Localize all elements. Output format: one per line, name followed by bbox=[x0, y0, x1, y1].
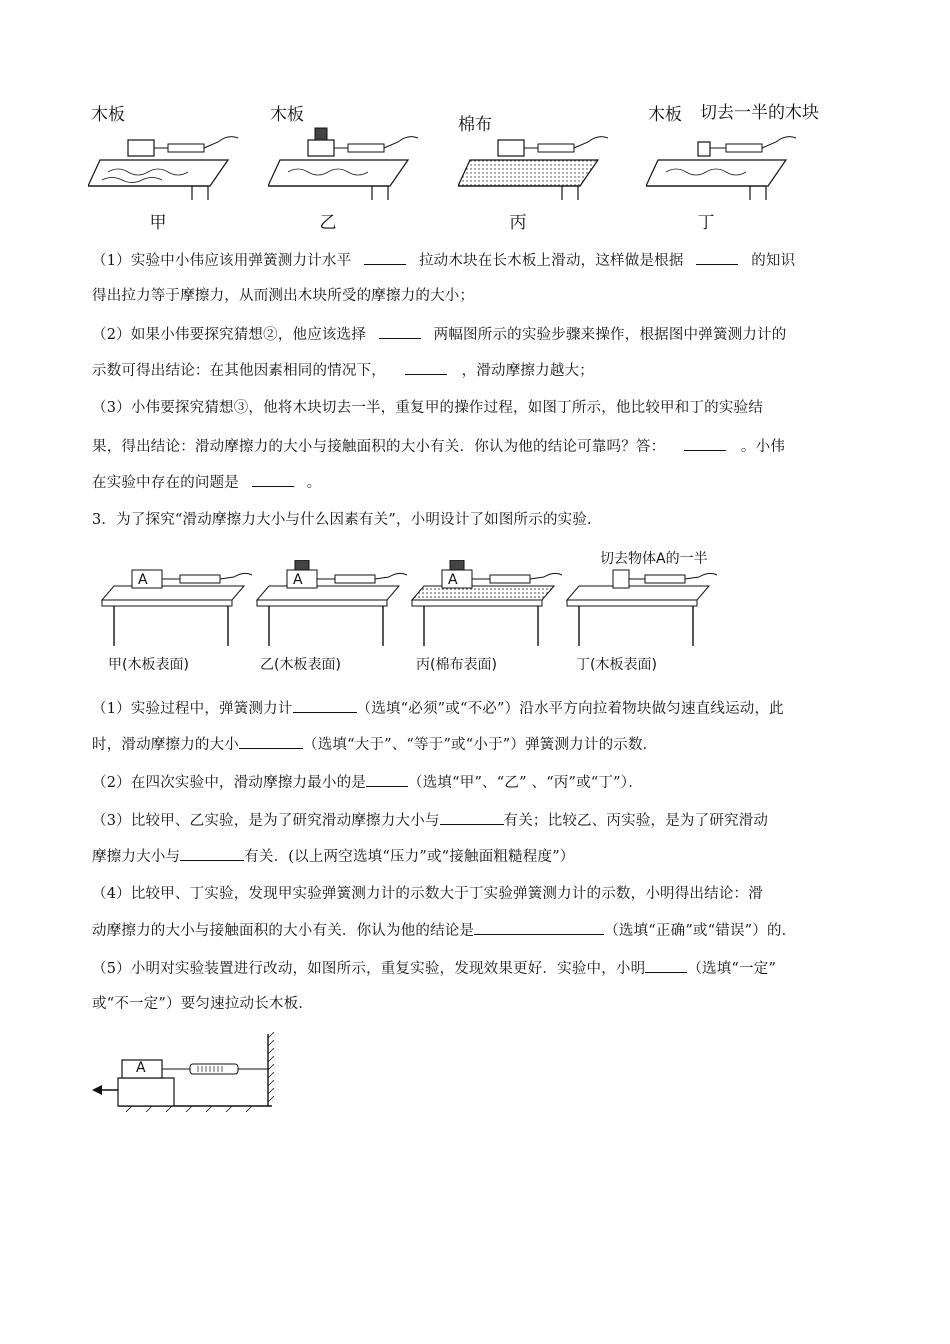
figure-1-panel-jia bbox=[88, 96, 268, 236]
setup-drawing bbox=[646, 120, 868, 200]
text: （选填“甲”、“乙” 、“丙”或“丁”）． bbox=[408, 775, 643, 791]
panel-caption: 丁 bbox=[697, 213, 715, 233]
figure-3 bbox=[92, 1030, 282, 1112]
q3-title: 3．为了探究“滑动摩擦力大小与什么因素有关”，小明设计了如图所示的实验． bbox=[92, 512, 602, 528]
surface-label: 木板 bbox=[648, 105, 682, 125]
answer-blank[interactable] bbox=[405, 360, 447, 375]
figure-1-panel-bing bbox=[458, 96, 648, 236]
q2-p1-line1 bbox=[92, 250, 862, 271]
figure-1-panel-ding bbox=[646, 96, 868, 236]
figure-1-panel-yi bbox=[268, 96, 458, 236]
q2-p3-line2 bbox=[92, 436, 862, 457]
apparatus-yi bbox=[257, 560, 407, 646]
block-label: A bbox=[293, 572, 303, 588]
q3-p5-line2: 或“不一定”）要匀速拉动长木板． bbox=[92, 996, 314, 1012]
text: 示数可得出结论：在其他因素相同的情况下， bbox=[92, 363, 386, 379]
text: 有关．(以上两空选填“压力”或“接触面粗糙程度”） bbox=[244, 849, 575, 865]
text: 两幅图所示的实验步骤来操作，根据图中弹簧测力计的 bbox=[433, 327, 787, 343]
answer-blank[interactable] bbox=[379, 324, 421, 339]
figure-1 bbox=[88, 96, 868, 236]
text: 果，得出结论：滑动摩擦力的大小与接触面积的大小有关．你认为他的结论可靠吗？答： bbox=[92, 439, 666, 455]
text: 。 bbox=[306, 475, 322, 491]
surface-label: 木板 bbox=[91, 105, 125, 125]
text: ，滑动摩擦力越大； bbox=[461, 363, 594, 379]
cut-block-label: 切去一半的木块 bbox=[700, 103, 819, 123]
q3-p2 bbox=[92, 772, 862, 793]
answer-blank[interactable] bbox=[252, 472, 294, 487]
q3-p5-line1 bbox=[92, 958, 862, 979]
text: 的知识 bbox=[751, 253, 796, 269]
panel-caption: 乙(木板表面) bbox=[260, 657, 341, 673]
q3-p3-line1 bbox=[92, 810, 862, 831]
panel-caption: 丁(木板表面) bbox=[576, 657, 657, 673]
q3-p1-line1 bbox=[92, 698, 862, 719]
answer-blank[interactable] bbox=[180, 846, 244, 861]
q2-p3-line3 bbox=[92, 472, 862, 493]
apparatus-ding bbox=[567, 570, 717, 646]
setup-drawing bbox=[88, 120, 268, 200]
text: 动摩擦力的大小与接触面积的大小有关．你认为他的结论是 bbox=[92, 923, 475, 939]
answer-blank[interactable] bbox=[239, 734, 303, 749]
text: （3）比较甲、乙实验，是为了研究滑动摩擦力大小与 bbox=[92, 813, 440, 829]
text: 拉动木块在长木板上滑动，这样做是根据 bbox=[418, 253, 684, 269]
answer-blank[interactable] bbox=[366, 772, 408, 787]
panel-caption: 丙 bbox=[509, 213, 527, 233]
text: （选填“必须”或“不必”）沿水平方向拉着物块做匀速直线运动，此 bbox=[356, 701, 784, 717]
figure-2-drawing bbox=[92, 560, 732, 650]
block-label: A bbox=[448, 572, 458, 588]
text: 。小伟 bbox=[740, 439, 786, 455]
text: 摩擦力大小与 bbox=[92, 849, 181, 865]
text: 有关；比较乙、丙实验，是为了研究滑动 bbox=[503, 813, 769, 829]
answer-blank[interactable] bbox=[645, 958, 687, 973]
answer-blank[interactable] bbox=[696, 250, 738, 265]
text: （选填“大于”、“等于”或“小于”）弹簧测力计的示数． bbox=[303, 737, 658, 753]
text: （1）实验中小伟应该用弹簧测力计水平 bbox=[92, 253, 352, 269]
figure-3-drawing bbox=[92, 1030, 282, 1112]
block-label: A bbox=[138, 572, 148, 588]
text: （选填“一定” bbox=[687, 961, 777, 977]
panel-caption: 甲(木板表面) bbox=[108, 657, 189, 673]
answer-blank[interactable] bbox=[293, 698, 357, 713]
panel-caption: 乙 bbox=[319, 213, 337, 233]
q2-p2-line2 bbox=[92, 360, 862, 381]
q2-p2-line1 bbox=[92, 324, 862, 345]
q3-p3-line2 bbox=[92, 846, 862, 867]
text: 在实验中存在的问题是 bbox=[92, 475, 239, 491]
answer-blank[interactable] bbox=[684, 436, 726, 451]
text: （1）实验过程中，弹簧测力计 bbox=[92, 701, 293, 717]
surface-label: 棉布 bbox=[458, 115, 492, 135]
figure-2 bbox=[92, 548, 732, 676]
panel-caption: 甲 bbox=[149, 213, 167, 233]
cut-label: 切去物体A的一半 bbox=[600, 551, 708, 567]
q2-p1-line2: 得出拉力等于摩擦力，从而测出木块所受的摩擦力的大小； bbox=[92, 288, 475, 304]
q3-p4-line2 bbox=[92, 920, 862, 941]
text: （2）如果小伟要探究猜想②，他应该选择 bbox=[92, 327, 367, 343]
setup-drawing bbox=[268, 120, 458, 200]
text: （选填“正确”或“错误”）的． bbox=[604, 923, 797, 939]
apparatus-bing bbox=[412, 560, 562, 646]
panel-caption: 丙(棉布表面) bbox=[416, 657, 497, 673]
text: （2）在四次实验中，滑动摩擦力最小的是 bbox=[92, 775, 367, 791]
text: （5）小明对实验装置进行改动，如图所示，重复实验，发现效果更好．实验中，小明 bbox=[92, 961, 646, 977]
answer-blank[interactable] bbox=[440, 810, 504, 825]
apparatus-jia bbox=[102, 570, 252, 646]
surface-label: 木板 bbox=[270, 105, 304, 125]
block-label: A bbox=[136, 1060, 146, 1076]
answer-blank[interactable] bbox=[364, 250, 406, 265]
q3-p1-line2 bbox=[92, 734, 862, 755]
answer-blank[interactable] bbox=[474, 920, 604, 935]
setup-drawing bbox=[458, 120, 648, 200]
q3-p4-line1: （4）比较甲、丁实验，发现甲实验弹簧测力计的示数大于丁实验弹簧测力计的示数，小明得出结论：滑 bbox=[92, 886, 763, 902]
q2-p3-line1: （3）小伟要探究猜想③，他将木块切去一半，重复甲的操作过程，如图丁所示，他比较甲和丁的实验结 bbox=[92, 400, 763, 416]
text: 时，滑动摩擦力的大小 bbox=[92, 737, 239, 753]
